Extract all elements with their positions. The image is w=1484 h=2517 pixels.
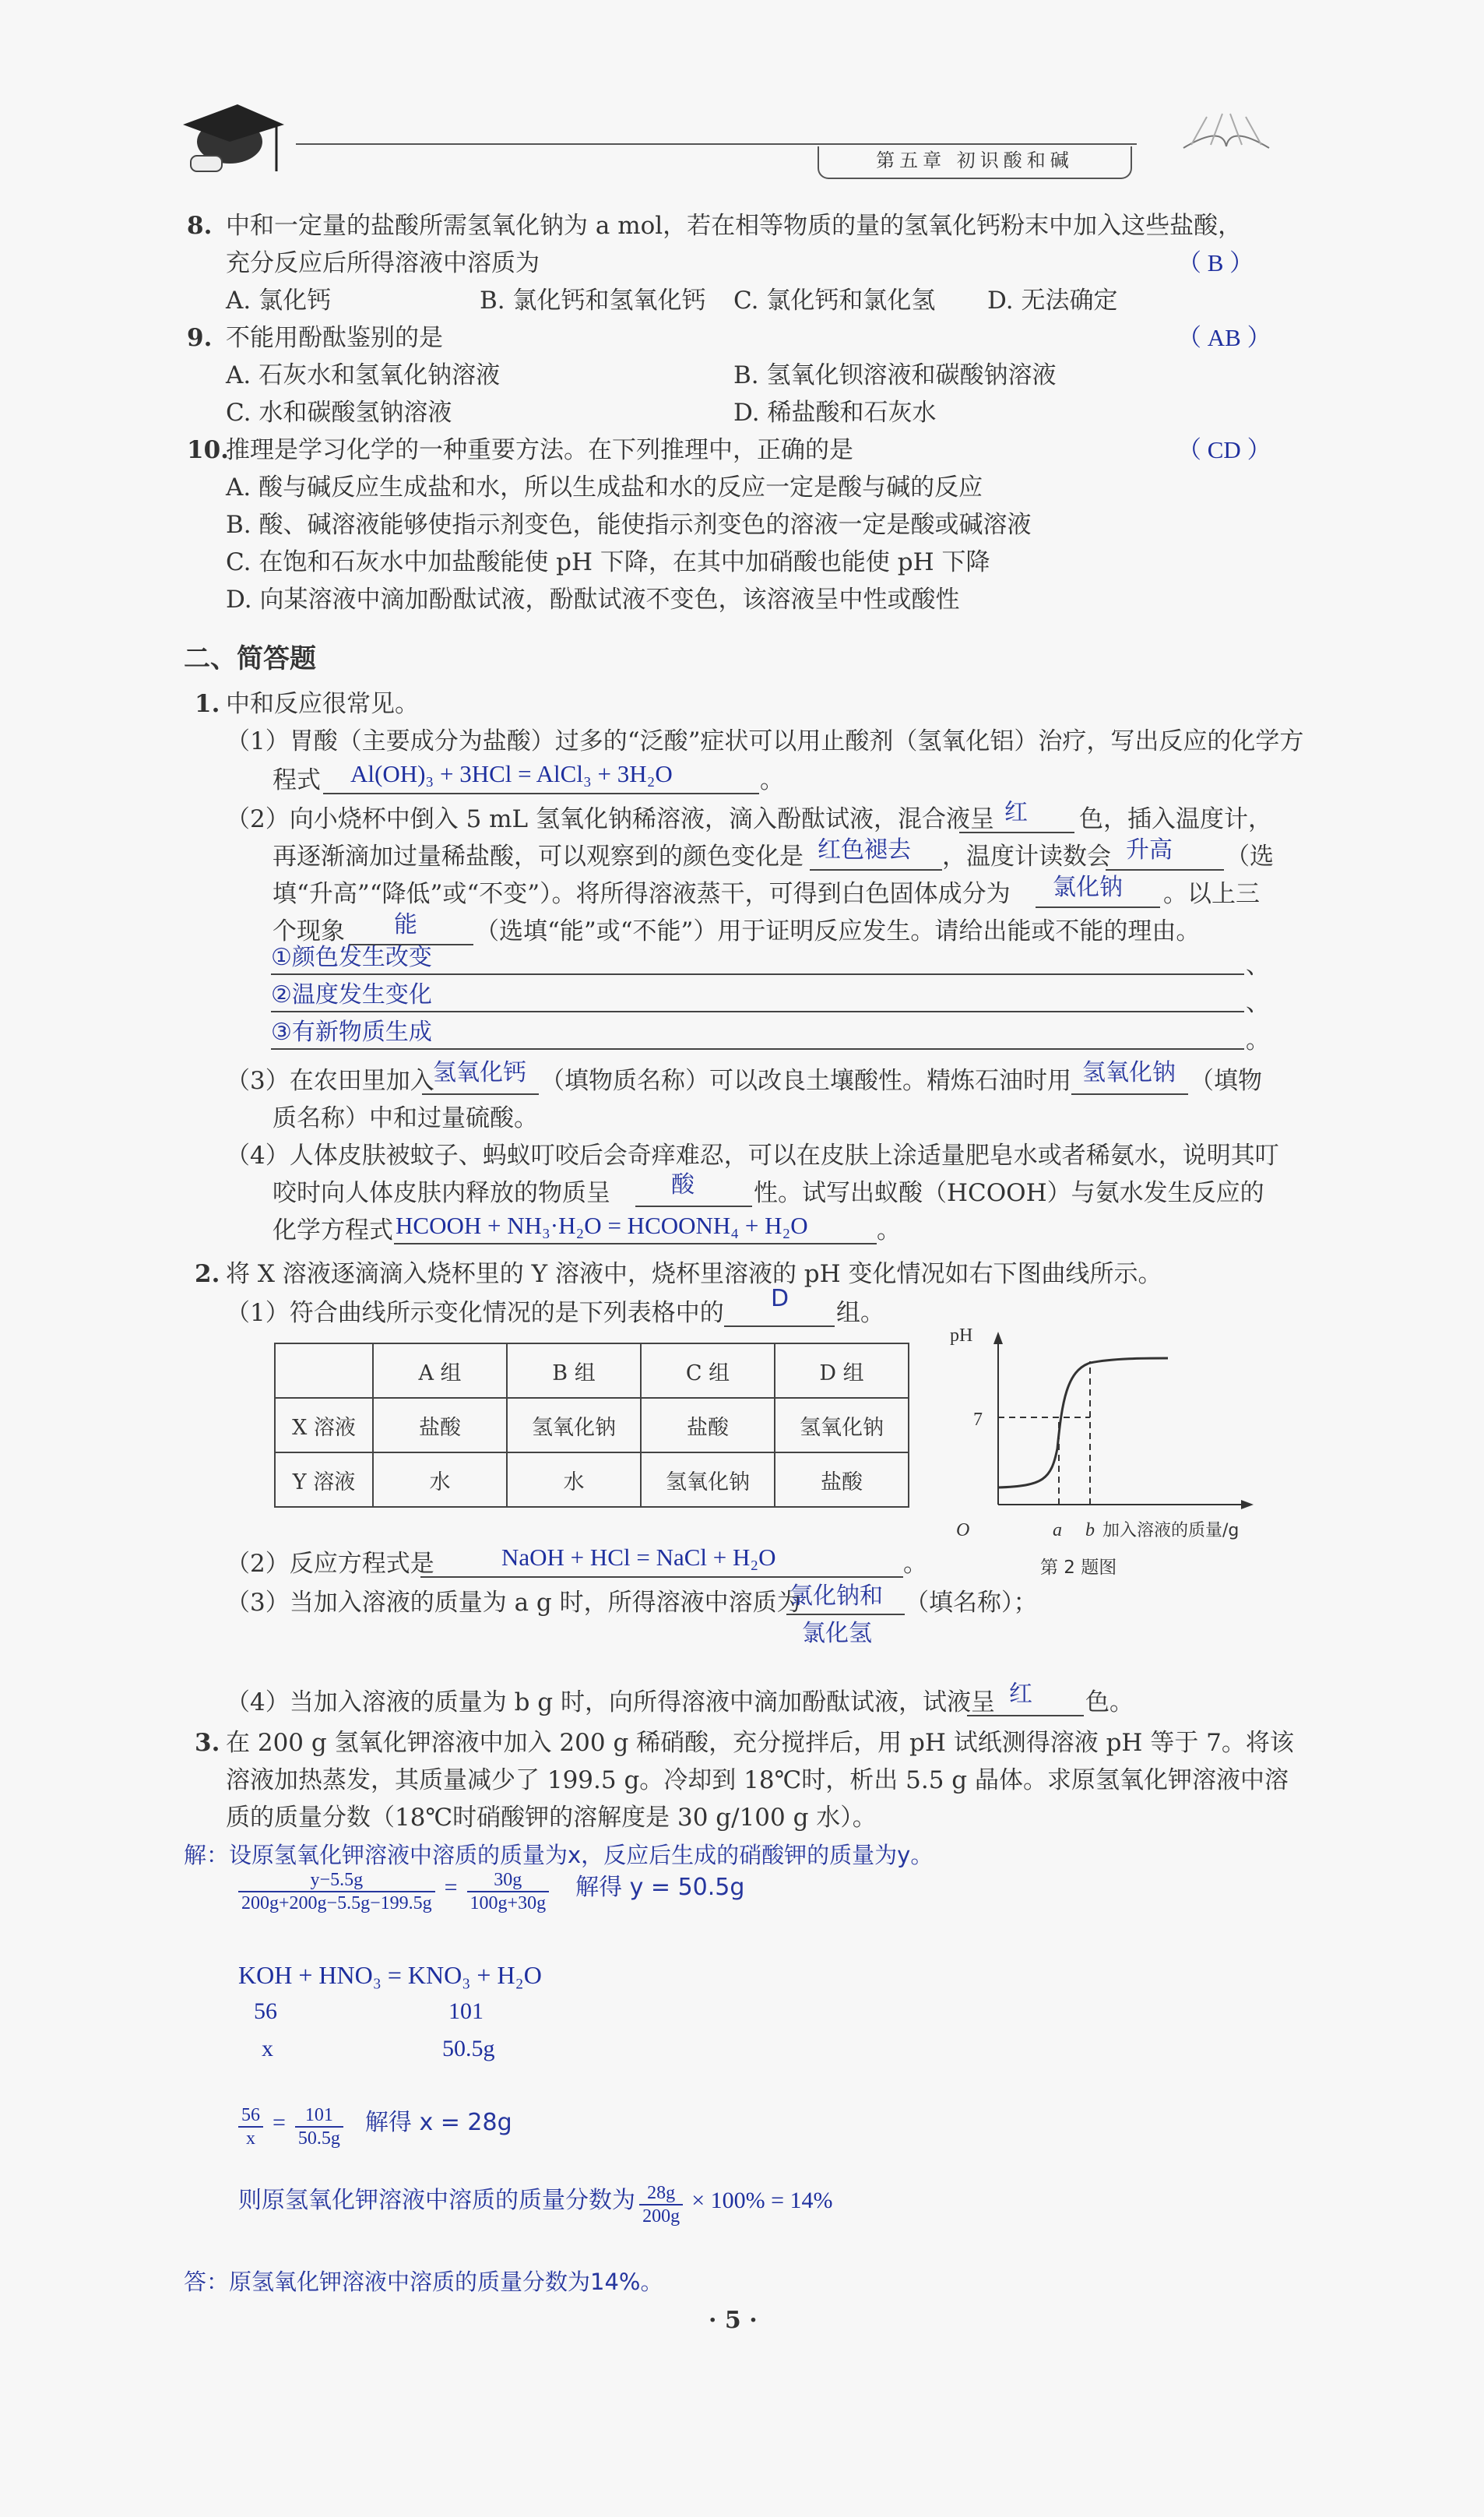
q1-part3-answer1: 氢氧化钙 xyxy=(433,1059,526,1086)
q2-table xyxy=(274,1343,909,1508)
q2-part4-a: （4）当加入溶液的质量为 b g 时，向所得溶液中滴加酚酞试液，试液呈 xyxy=(226,1688,995,1716)
table-row xyxy=(275,1398,909,1452)
figure-caption: 第 2 题图 xyxy=(1040,1558,1117,1578)
equals-sign: = xyxy=(273,2110,286,2135)
chapter-title: 第五章 初识酸和碱 xyxy=(818,146,1132,179)
q2-part4-b: 色。 xyxy=(1085,1688,1134,1716)
q8-option-b: B. 氯化钙和氢氧化钙 xyxy=(480,287,706,315)
q1-part2-line2b: ，温度计读数会 xyxy=(942,843,1111,871)
table-cell: A 组 xyxy=(373,1343,507,1398)
q1-part3-line2: 质名称）中和过量硫酸。 xyxy=(273,1104,538,1132)
q1-reason-2: ②温度发生变化 xyxy=(271,981,432,1009)
q2-part1-b: 组。 xyxy=(836,1299,884,1327)
solve-x: 解得 x = 28g xyxy=(364,2109,512,2136)
q1-part2-line3a: 填“升高”“降低”或“不变”）。将所得溶液蒸干，可得到白色固体成分为 xyxy=(273,880,1011,908)
x-tick-b: b xyxy=(1085,1520,1095,1540)
q1-part2-line1a: （2）向小烧杯中倒入 5 mL 氢氧化钠稀溶液，滴入酚酞试液，混合液呈 xyxy=(226,805,994,833)
q1-reason-3-end: 。 xyxy=(1246,1026,1270,1054)
equals-sign: = xyxy=(444,1875,458,1900)
q1-part2-answer5: 能 xyxy=(394,911,417,938)
q1-reason-1-end: 、 xyxy=(1246,952,1270,980)
table-cell: 水 xyxy=(373,1452,507,1507)
q2-part3-answer2: 氯化氢 xyxy=(802,1620,872,1647)
q10-option-c: C. 在饱和石灰水中加盐酸能使 pH 下降，在其中加硝酸也能使 pH 下降 xyxy=(226,548,990,576)
q1-part3-a: （3）在农田里加入 xyxy=(226,1067,434,1095)
q8-stem-line2: 充分反应后所得溶液中溶质为 xyxy=(226,249,540,277)
table-cell: 氢氧化钠 xyxy=(775,1398,909,1452)
table-cell: C 组 xyxy=(641,1343,775,1398)
q1-part3-b: （填物质名称）可以改良土壤酸性。精炼石油时用 xyxy=(540,1067,1071,1095)
q2-part3-answer1: 氯化钠和 xyxy=(789,1582,883,1610)
q9-option-b: B. 氢氧化钡溶液和碳酸钠溶液 xyxy=(733,361,1057,389)
q2-stem: 将 X 溶液逐滴滴入烧杯里的 Y 溶液中，烧杯里溶液的 pH 变化情况如右下图曲线所示。 xyxy=(226,1260,1162,1288)
frac2-denominator: 100g+30g xyxy=(469,1893,547,1914)
q3-number: 3. xyxy=(195,1729,220,1757)
q1-part2-line3b: 。以上三 xyxy=(1163,880,1260,908)
percentage-value: × 100% = 14% xyxy=(691,2188,833,2213)
mass-x: x xyxy=(262,2036,273,2061)
y-axis-arrow xyxy=(993,1332,1003,1344)
q10-stem: 推理是学习化学的一种重要方法。在下列推理中，正确的是 xyxy=(226,436,853,464)
ph-curve-graph xyxy=(950,1324,1277,1550)
q9-option-d: D. 稀盐酸和石灰水 xyxy=(733,399,937,427)
q10-option-b: B. 酸、碱溶液能够使指示剂变色，能使指示剂变色的溶液一定是酸或碱溶液 xyxy=(226,511,1032,539)
q1-part1-line2: 程式 xyxy=(273,766,321,794)
q2-part4-answer: 红 xyxy=(1009,1681,1032,1708)
q1-part2-line4b: （选填“能”或“不能”）用于证明反应发生。请给出能或不能的理由。 xyxy=(475,917,1201,945)
table-cell: 氢氧化钠 xyxy=(507,1398,641,1452)
frac1-numerator: y−5.5g xyxy=(238,1869,435,1892)
q1-part2-answer4: 氯化钠 xyxy=(1053,874,1123,901)
q1-part4-answer1: 酸 xyxy=(671,1171,695,1199)
q1-reason-1: ①颜色发生改变 xyxy=(271,944,432,971)
q8-answer: （ B ） xyxy=(1177,249,1254,276)
q1-part4-line3a: 化学方程式 xyxy=(273,1216,393,1244)
q1-stem: 中和反应很常见。 xyxy=(226,690,419,718)
q1-part4-end: 。 xyxy=(877,1216,901,1244)
q8-option-a: A. 氯化钙 xyxy=(226,287,332,315)
q2-number: 2. xyxy=(195,1260,220,1288)
q9-number: 9. xyxy=(187,324,213,352)
frac5-numerator: 28g xyxy=(639,2182,683,2205)
frac4-denominator: 50.5g xyxy=(297,2128,340,2149)
graduation-cap-icon xyxy=(167,93,292,187)
final-answer: 答：原氢氧化钾溶液中溶质的质量分数为14%。 xyxy=(184,2269,663,2295)
percentage-text: 则原氢氧化钾溶液中溶质的质量分数为 xyxy=(238,2187,635,2214)
table-row xyxy=(275,1452,909,1507)
q10-number: 10. xyxy=(187,436,229,464)
q9-option-a: A. 石灰水和氢氧化钠溶液 xyxy=(226,361,501,389)
percentage-result xyxy=(238,2181,833,2227)
reaction-equation: KOH + HNO₃ = KNO₃ + H₂O xyxy=(238,1961,542,1989)
q9-answer: （ AB ） xyxy=(1177,324,1271,351)
table-cell: X 溶液 xyxy=(275,1398,373,1452)
q3-line1: 在 200 g 氢氧化钾溶液中加入 200 g 稀硝酸，充分搅拌后，用 pH 试纸测得溶液 pH 等于 7。将该 xyxy=(226,1729,1294,1757)
q1-part2-line2c: （选 xyxy=(1226,843,1274,871)
frac2-numerator: 30g xyxy=(467,1869,550,1892)
table-cell: 氢氧化钠 xyxy=(641,1452,775,1507)
ph-curve xyxy=(998,1358,1168,1487)
q1-part2-answer1: 红 xyxy=(1004,799,1028,826)
solution-intro: 解：设原氢氧化钾溶液中溶质的质量为x，反应后生成的硝酸钾的质量为y。 xyxy=(184,1842,934,1868)
y-axis-label: pH xyxy=(950,1325,973,1346)
q9-stem: 不能用酚酞鉴别的是 xyxy=(226,324,443,352)
q1-part3-c: （填物 xyxy=(1190,1067,1262,1095)
q1-part2-line4a: 个现象 xyxy=(273,917,345,945)
table-cell: B 组 xyxy=(507,1343,641,1398)
mass-kno3: 50.5g xyxy=(442,2036,495,2061)
q1-part4-line2a: 咬时向人体皮肤内释放的物质呈 xyxy=(273,1179,610,1207)
q1-reason-3: ③有新物质生成 xyxy=(271,1019,432,1046)
q3-line3: 质的质量分数（18℃时硝酸钾的溶解度是 30 g/100 g 水）。 xyxy=(226,1804,877,1832)
q8-number: 8. xyxy=(187,212,213,240)
frac3-denominator: x xyxy=(246,2128,255,2149)
open-book-icon xyxy=(1176,109,1277,156)
table-cell xyxy=(275,1343,373,1398)
q1-part4-line2b: 性。试写出蚁酸（HCOOH）与氨水发生反应的 xyxy=(754,1179,1264,1207)
q1-reason-2-end: 、 xyxy=(1246,989,1270,1017)
q1-part1-answer: Al(OH)₃ + 3HCl = AlCl₃ + 3H₂O xyxy=(350,760,673,787)
table-row xyxy=(275,1343,909,1398)
q2-part1-a: （1）符合曲线所示变化情况的是下列表格中的 xyxy=(226,1299,724,1327)
solution-equation-1 xyxy=(238,1868,744,1914)
q1-number: 1. xyxy=(195,690,220,718)
q1-part4-line1: （4）人体皮肤被蚊子、蚂蚁叮咬后会奇痒难忍，可以在皮肤上涂适量肥皂水或者稀氨水，说明其叮 xyxy=(226,1142,1279,1170)
q1-part2-answer3: 升高 xyxy=(1126,836,1173,864)
header-rule xyxy=(296,143,1137,145)
table-cell: 盐酸 xyxy=(373,1398,507,1452)
q2-part2-b: 。 xyxy=(903,1550,927,1578)
x-tick-a: a xyxy=(1053,1520,1062,1540)
q10-option-d: D. 向某溶液中滴加酚酞试液，酚酞试液不变色，该溶液呈中性或酸性 xyxy=(226,586,960,614)
origin-label: O xyxy=(956,1520,970,1540)
q1-part1-end: 。 xyxy=(760,766,784,794)
q2-part3-b: （填名称）； xyxy=(905,1589,1038,1617)
q10-option-a: A. 酸与碱反应生成盐和水，所以生成盐和水的反应一定是酸与碱的反应 xyxy=(226,473,983,502)
q3-line2: 溶液加热蒸发，其质量减少了 199.5 g。冷却到 18℃时，析出 5.5 g 晶体。求原氢氧化钾溶液中溶 xyxy=(226,1766,1289,1794)
q2-part2-answer: NaOH + HCl = NaCl + H₂O xyxy=(501,1544,776,1571)
q1-part2-answer2: 红色褪去 xyxy=(818,836,911,864)
frac4-numerator: 101 xyxy=(295,2104,343,2128)
q1-part3-answer2: 氢氧化钠 xyxy=(1082,1059,1176,1086)
q8-option-c: C. 氯化钙和氯化氢 xyxy=(733,287,936,315)
q9-option-c: C. 水和碳酸氢钠溶液 xyxy=(226,399,452,427)
q10-answer: （ CD ） xyxy=(1177,436,1271,463)
molar-mass-koh: 56 xyxy=(254,1998,277,2024)
q1-part2-line2a: 再逐渐滴加过量稀盐酸，可以观察到的颜色变化是 xyxy=(273,843,804,871)
frac1-denominator: 200g+200g−5.5g−199.5g xyxy=(241,1893,432,1914)
frac5-denominator: 200g xyxy=(642,2205,680,2227)
y-tick-7: 7 xyxy=(973,1410,983,1430)
section-title: 二、简答题 xyxy=(184,643,316,674)
solve-y: 解得 y = 50.5g xyxy=(575,1874,745,1901)
table-cell: Y 溶液 xyxy=(275,1452,373,1507)
page-number: · 5 · xyxy=(709,2307,758,2334)
table-cell: 水 xyxy=(507,1452,641,1507)
x-axis-arrow xyxy=(1241,1500,1254,1509)
solution-equation-2 xyxy=(238,2103,512,2149)
frac3-numerator: 56 xyxy=(238,2104,263,2128)
q1-part1-line1: （1）胃酸（主要成分为盐酸）过多的“泛酸”症状可以用止酸剂（氢氧化铝）治疗，写出反应的化学方 xyxy=(226,727,1304,755)
table-cell: D 组 xyxy=(775,1343,909,1398)
q1-part2-line1b: 色，插入温度计， xyxy=(1079,805,1272,833)
q1-part4-answer2: HCOOH + NH₃·H₂O = HCOONH₄ + H₂O xyxy=(396,1212,808,1239)
molar-mass-kno3: 101 xyxy=(448,1998,484,2024)
q8-stem-line1: 中和一定量的盐酸所需氢氧化钠为 a mol，若在相等物质的量的氢氧化钙粉末中加入这些盐酸， xyxy=(226,212,1243,240)
q2-part2-a: （2）反应方程式是 xyxy=(226,1550,434,1578)
q8-option-d: D. 无法确定 xyxy=(987,287,1118,315)
q2-part3-a: （3）当加入溶液的质量为 a g 时，所得溶液中溶质为 xyxy=(226,1589,801,1617)
q2-part1-answer: D xyxy=(771,1285,789,1312)
table-cell: 盐酸 xyxy=(775,1452,909,1507)
x-axis-label: 加入溶液的质量/g xyxy=(1102,1521,1240,1540)
table-cell: 盐酸 xyxy=(641,1398,775,1452)
